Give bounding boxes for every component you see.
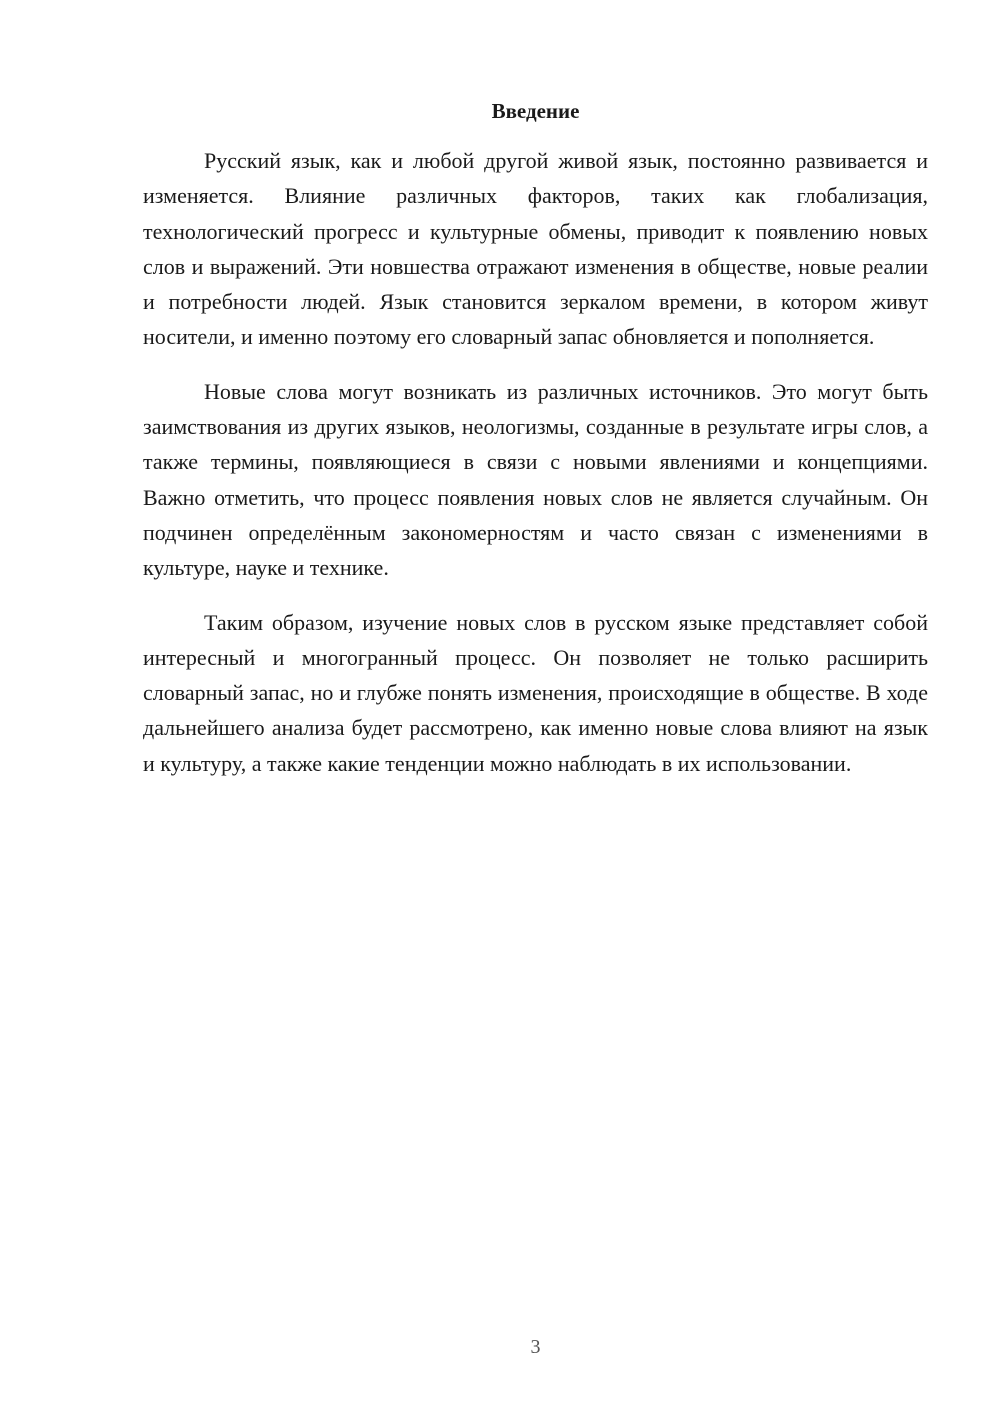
page-heading: Введение: [491, 99, 580, 123]
paragraph-3: Таким образом, изучение новых слов в русском языке представляет собой интересный и многогранный процесс. Он позволяет не только расширить словарный запас, но и глубже понять изменения, происходящие в обществе. В ходе дальнейшего анализа будет рассмотрено, как именно новые слова влияют на язык и культуру, а также какие тенденции можно наблюдать в их использовании.: [143, 609, 928, 776]
paragraph-1: Русский язык, как и любой другой живой язык, постоянно развивается и изменяется. Влияние различных факторов, таких как глобализация, технологический прогресс и культурные обмены, приводит к появлению новых слов и выражений. Эти новшества отражают изменения в обществе, новые реалии и потребности людей. Язык становится зеркалом времени, в котором живут носители, и именно поэтому его словарный запас обновляется и пополняется.: [143, 148, 928, 350]
paragraph-2: Новые слова могут возникать из различных источников. Это могут быть заимствования из других языков, неологизмы, созданные в результате игры слов, а также термины, появляющиеся в связи с новыми явлениями и концепциями. Важно отметить, что процесс появления новых слов не является случайным. Он подчинен определённым закономерностям и часто связан с изменениями в культуре, науке и технике.: [143, 378, 928, 581]
body-text: [143, 143, 928, 800]
page-number: 3: [530, 1336, 541, 1358]
